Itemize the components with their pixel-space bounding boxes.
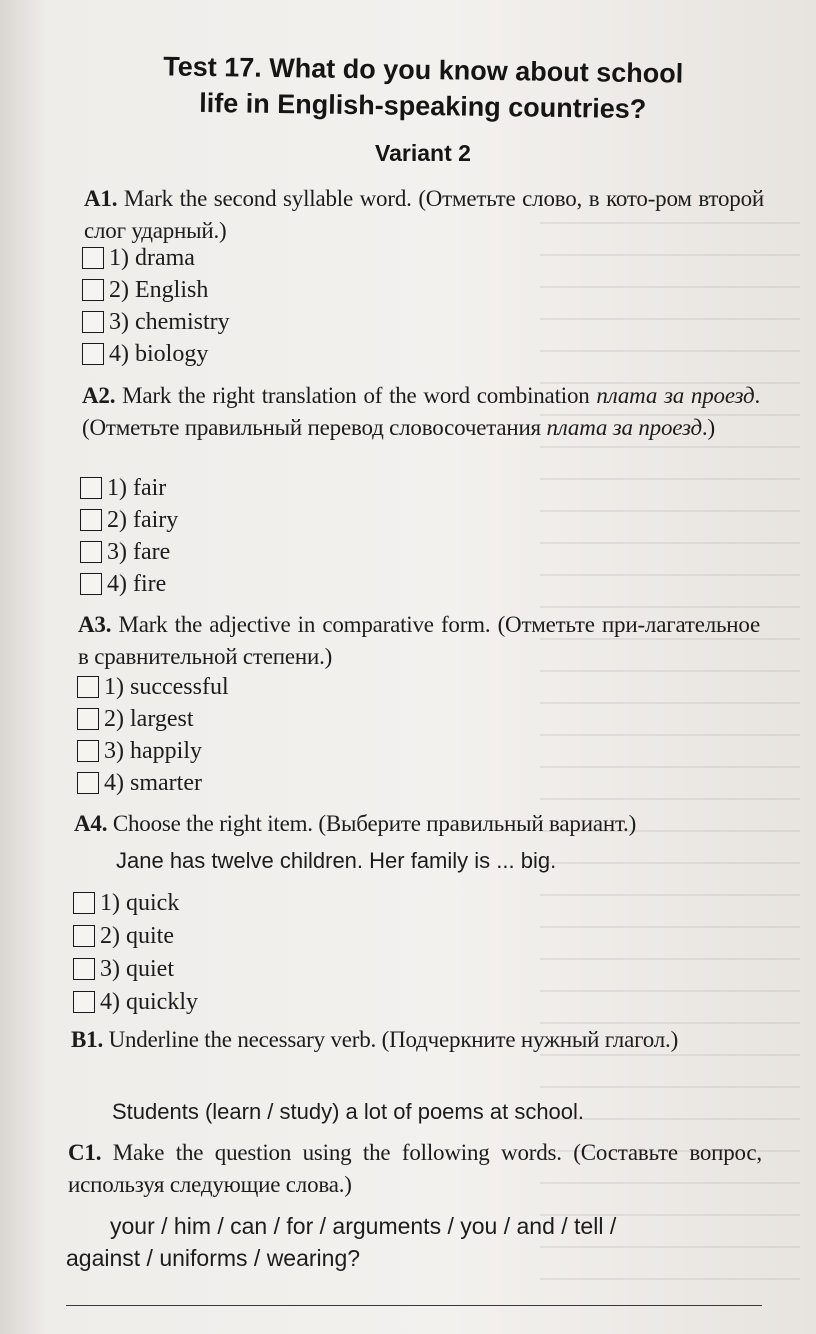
a1-option-3[interactable]: [82, 307, 230, 337]
question-c1: [68, 1137, 762, 1201]
a2-option-2[interactable]: [80, 505, 178, 535]
a3-option-1[interactable]: [77, 672, 229, 702]
checkbox[interactable]: [82, 311, 104, 333]
question-number: A2.: [82, 383, 116, 408]
a1-option-4[interactable]: [82, 339, 208, 369]
checkbox[interactable]: [82, 343, 104, 365]
title-line-1: Test 17. What do you know about school: [163, 51, 684, 89]
variant-heading: Variant 2: [375, 140, 471, 166]
checkbox[interactable]: [80, 573, 102, 595]
checkbox[interactable]: [73, 991, 95, 1013]
question-text: Underline the necessary verb. (Подчеркните нужный глагол.): [108, 1027, 679, 1052]
question-text: .): [701, 415, 715, 440]
option-label: 4) smarter: [104, 770, 202, 796]
italic-phrase: плата за проезд: [596, 383, 755, 408]
question-a2: [82, 380, 760, 444]
question-text: Mark the right translation of the word combination: [122, 383, 597, 408]
a2-option-4[interactable]: [80, 569, 166, 599]
a3-option-3[interactable]: [77, 736, 202, 766]
option-label: 3) happily: [104, 738, 202, 764]
c1-sentence-line-2: against / uniforms / wearing?: [66, 1245, 361, 1271]
a2-option-3[interactable]: [80, 537, 170, 567]
checkbox[interactable]: [80, 541, 102, 563]
test-title: [60, 47, 787, 129]
italic-phrase: плата за проезд: [546, 415, 702, 440]
question-text: Make the question using the following words. (Составьте вопрос, используя следующие слова.): [68, 1140, 762, 1197]
title-line-2: life in English-speaking countries?: [199, 87, 647, 125]
question-number: A1.: [84, 186, 118, 211]
option-label: 1) drama: [109, 245, 195, 271]
question-text: Mark the adjective in comparative form. (Отметьте при-лагательное в сравнительной степени.): [78, 612, 760, 669]
a4-option-4[interactable]: [73, 987, 198, 1017]
option-label: 2) quite: [100, 923, 174, 949]
checkbox[interactable]: [77, 772, 99, 794]
checkbox[interactable]: [80, 477, 102, 499]
option-label: 4) quickly: [100, 989, 198, 1015]
a4-option-2[interactable]: [73, 921, 174, 951]
option-label: 1) quick: [100, 890, 180, 916]
a4-sentence: Jane has twelve children. Her family is ... big.: [116, 848, 557, 873]
option-label: 3) quiet: [100, 956, 174, 982]
a3-option-2[interactable]: [77, 704, 194, 734]
option-label: 2) English: [109, 277, 209, 303]
checkbox[interactable]: [77, 740, 99, 762]
option-label: 1) successful: [104, 674, 229, 700]
option-label: 2) largest: [104, 706, 194, 732]
question-number: A4.: [74, 811, 108, 836]
b1-sentence: Students (learn / study) a lot of poems at school.: [112, 1099, 585, 1124]
question-number: C1.: [68, 1140, 102, 1165]
checkbox[interactable]: [73, 958, 95, 980]
question-number: B1.: [71, 1027, 103, 1052]
option-label: 3) fare: [107, 539, 171, 565]
c1-sentence-line-1: your / him / can / for / arguments / you / and / tell /: [110, 1213, 617, 1239]
checkbox[interactable]: [73, 892, 95, 914]
question-a3: [78, 609, 760, 673]
checkbox[interactable]: [82, 279, 104, 301]
option-label: 2) fairy: [107, 507, 179, 533]
checkbox[interactable]: [77, 708, 99, 730]
a4-option-1[interactable]: [73, 888, 179, 918]
question-text: Choose the right item. (Выберите правильный вариант.): [112, 811, 637, 836]
answer-line[interactable]: [66, 1305, 762, 1306]
checkbox[interactable]: [77, 676, 99, 698]
checkbox[interactable]: [80, 509, 102, 531]
a2-option-1[interactable]: [80, 473, 166, 503]
option-label: 3) chemistry: [109, 309, 230, 335]
option-label: 1) fair: [107, 475, 167, 501]
question-a4: [74, 808, 774, 840]
question-b1: [71, 1024, 761, 1056]
question-text: . (Отметьте правильный перевод словосочетания: [82, 383, 760, 440]
checkbox[interactable]: [73, 925, 95, 947]
a4-option-3[interactable]: [73, 954, 174, 984]
a1-option-2[interactable]: [82, 275, 208, 305]
a3-option-4[interactable]: [77, 768, 202, 798]
checkbox[interactable]: [82, 247, 104, 269]
a1-option-1[interactable]: [82, 243, 195, 273]
question-text: Mark the second syllable word. (Отметьте слово, в кото-ром второй слог ударный.): [84, 186, 764, 243]
option-label: 4) fire: [107, 571, 167, 597]
question-number: A3.: [78, 612, 112, 637]
question-a1: [84, 183, 764, 247]
option-label: 4) biology: [109, 341, 209, 367]
